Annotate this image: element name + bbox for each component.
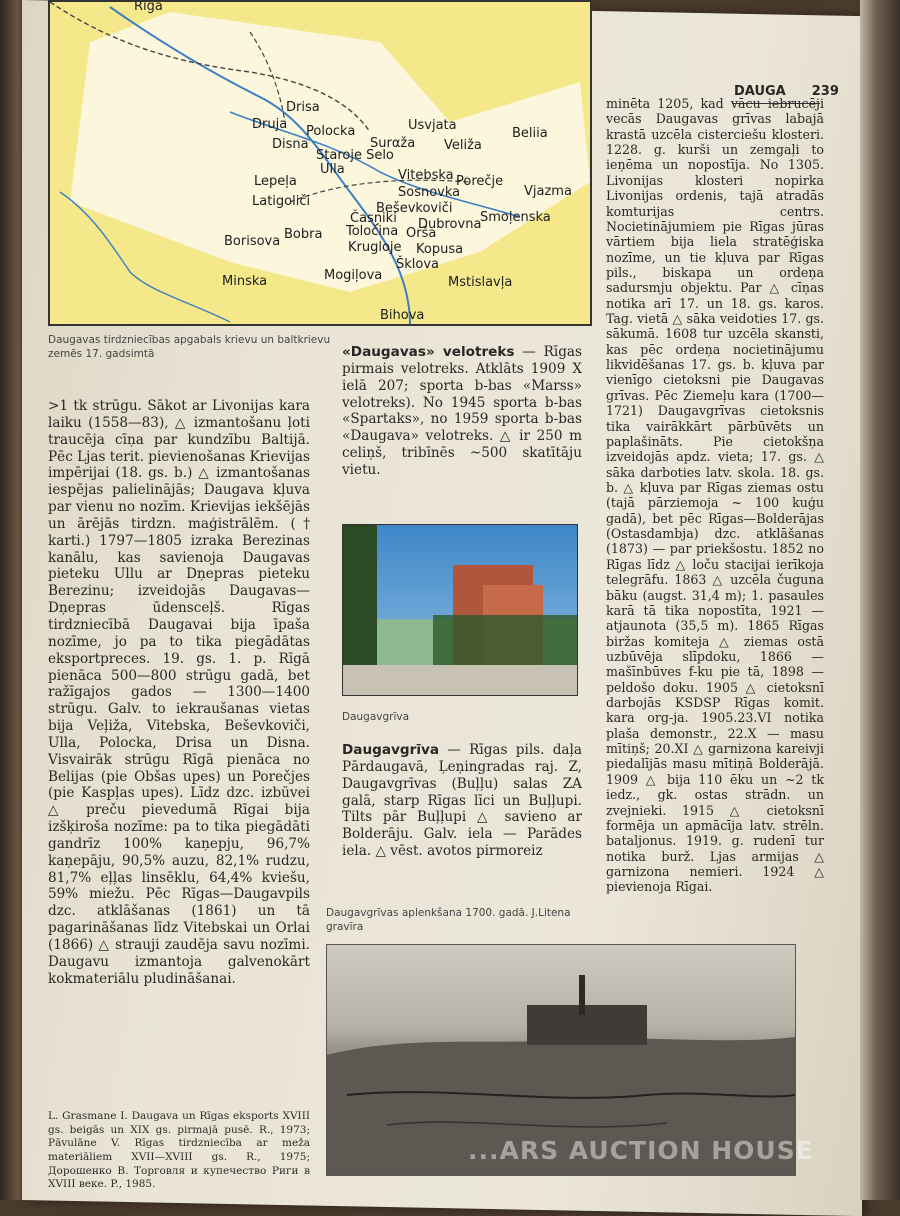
page-stack-edge [860, 0, 900, 1200]
velotreks-text: — Rīgas pirmais velotreks. Atklāts 1909 X ielā 207; sporta b-bas «Marss» velotreks). No 1945 sporta b-bas «Spartaks», no 1959 sporta b-bas «Daugava» velotreks. △ ir 250 m celiņš, tribīnēs ~500 skatītāju vietu. [342, 344, 582, 478]
map-place: Druja [252, 117, 288, 132]
map-place: Sosnovka [398, 185, 461, 200]
map-place: Beliia [512, 126, 548, 141]
map-place: Surαža [370, 136, 416, 151]
map-place: Mstislavļa [448, 275, 513, 290]
map-place: Toločina [346, 224, 399, 239]
map-place: Drisa [286, 100, 320, 115]
daugavgriva-text: — Rīgas pils. daļa Pārdaugavā, Ļeņingradas raj. Z, Daugavgrīvas (Buļļu) salas ZA galā, starp Rīgas līci un Buļļupi. Tilts pār Buļļupi △ savieno ar Bolderāju. Galv. iela — Parādes iela. △ vēst. avotos pirmoreiz [342, 742, 582, 860]
map-place: Staroje Selo [316, 148, 394, 163]
photo-graphics [343, 525, 577, 695]
velotreks-heading: «Daugavas» velotreks [342, 344, 515, 360]
left-column-text: >1 tk strūgu. Sākot ar Livonijas kara laiku (1558—83), △ izmantošanu ļoti traucēja cīņa par kundzību Baltijā. Pēc Ljas terit. pievienošanas Krievijas impērijai (18. gs. b.) △ izmantošanas iespējas palielinājās; Daugava kļuva par vienu no nozīm. Krievijas iekšējās un ārējās tirdzn. maģistrālēm. († karti.) 1797—1805 izraka Berezinas kanālu, kas savienoja Daugavas pieteku Ullu ar Dņepras pieteku Berezinu; izveidojās Daugavas—Dņepras ūdensceļš. Rīgas tirdzniecībā Daugavai bija īpaša nozīme, jo pa to tika piegādātas eksportpreces. 19. gs. 1. p. Rīgā pienāca 500—800 strūgu gadā, bet ražīgajos gados — 1300—1400 strūgu. Galv. to iekraušanas vietas bija Veļiža, Vitebska, Beševkoviči, Ulla, Polocka, Drisa un Disna. Visvairāk strūgu Rīgā pienāca no Belijas (pie Obšas upes) un Porečjes (pie Kaspļas upes). Līdz dzc. izbūvei △ preču pievedumā Rīgai bija izšķiroša nozīme: pa to tika piegādāti gandrīz 100% kaņepju, 96,7% kaņepāju, 90,5% auzu, 82,1% rudzu, 81,7% eļļas linsēklu, 64,4% kviešu, 59% miežu. Pēc Rīgas—Daugavpils dzc. atklāšanas (1861) un tā pagarināšanas līdz Vitebskai un Orlai (1866) △ strauji zaudēja savu nozīmi. Daugavu izmantoja galvenokārt kokmateriālu pludināšanai. [48, 398, 310, 987]
map-place: Lepeļa [254, 174, 297, 189]
map-place: Vitebska [398, 168, 454, 183]
map-place: Borisova [224, 234, 281, 249]
map-place: Dubrovna [418, 217, 482, 232]
references: L. Grasmane I. Daugava un Rīgas eksports XVIII gs. beigās un XIX gs. pirmajā pusē. R., 1973; Pāvulāne V. Rīgas tirdzniecība ar meža materiāliem XVII—XVIII gs. R., 1975; Дорошенко В. Торговля и купечество Риги в XVIII веке. P., 1985. [48, 1110, 310, 1191]
daugavgriva-heading: Daugavgrīva [342, 742, 440, 758]
map-place: Šklova [396, 257, 440, 272]
map-place: Minska [222, 274, 268, 289]
map-place: Časņiki [350, 211, 397, 226]
map-place: Bobra [284, 227, 323, 242]
daugavgriva-photo [342, 524, 578, 696]
map-place: Orša [406, 226, 437, 241]
map-place: Smoļenska [480, 210, 551, 225]
running-head-word: DAUGA [734, 84, 786, 99]
trade-area-map [48, 0, 592, 326]
map-place: Rīga [134, 0, 163, 14]
watermark: ...ARS AUCTION HOUSE [468, 1136, 814, 1165]
map-place: Mogiļova [324, 268, 383, 283]
map-place: Usvjata [408, 118, 457, 133]
right-column-text: minēta 1205, kad vācu iebrucēji vecās Daugavas grīvas labajā krastā uzcēla cisterciešu klosteri. 1228. g. kurši un zemgaļi to ieņēma un nopostīja. No 1305. Livonijas klosteri nopirka Livonijas ordenis, tajā atradās komturijas centrs. Nocietinājumiem pie Rīgas jūras vārtiem bija liela stratēģiska nozīme, un tie kļuva par Rīgas pils., biskapa un ordeņa sadursmju objektu. Par △ cīņas notika arī 17. un 18. gs. karos. Tag. vietā △ sāka veidoties 17. gs. sākumā. 1608 tur uzcēla skansti, kas pēc ordeņa nocietinājumu likvidēšanas 17. gs. b. kļuva par vienīgo cietoksni pie Daugavas grīvas. Pēc Ziemeļu kara (1700—1721) Daugavgrīvas cietoksnis tika vairākkārt pārbūvēts un paplašināts. Pie cietokšņa izveidojās apdz. vieta; 17. gs. △ sāka darboties latv. skola. 18. gs. b. △ kļuva par Rīgas ziemas ostu (tajā pārziemoja ~ 100 kuģu gadā), bet pēc Rīgas—Bolderājas (Ostasdambja) dzc. atklāšanas (1873) — par priekšostu. 1852 no Rīgas līdz △ loču stacijai ierīkoja telegrāfu. 1863 △ uzcēla čuguna bāku (augst. 31,4 m); 1. pasaules karā tā tika nopostīta, 1921 — atjaunota (35,5 m). 1865 Rīgas biržas komiteja △ ziemas ostā uzbūvēja slīpdoku, 1866 — mašīnbūves f-ku pie tā, 1898 — peldošo doku. 1905 △ cietoksnī darbojās KSDSP Rīgas komit. kara org-ja. 1905.23.VI notika plaša demonstr., 22.X — masu mītiņš; 20.XI △ garnizona kareivji piedalījās masu mītiņā Bolderājā. 1909 △ bija 110 ēku un ~2 tk iedz., gk. ostas strādn. un zvejnieki. 1915 △ cietoksnī formēja un apmācīja latv. strēln. bataljonus. 1919. g. rudenī tur notika burž. Ljas armijas △ garnizona nemieri. 1924 △ pievienoja Rīgai. [606, 96, 824, 895]
velotreks-article [342, 344, 582, 479]
map-caption: Daugavas tirdzniecības apgabals krievu un baltkrievu zemēs 17. gadsimtā [48, 334, 331, 361]
map-place: Kopusa [416, 242, 464, 257]
page-number: 239 [811, 84, 839, 99]
map-place: Disna [272, 137, 309, 152]
map-place: Vjazma [524, 184, 572, 199]
engraving-caption: Daugavgrīvas aplenkšana 1700. gadā. J.Litena gravīra [326, 907, 571, 934]
map-place: Beševkoviči [376, 201, 453, 216]
map-place: Veliža [444, 138, 482, 153]
map-place: Latigoliči [252, 194, 311, 209]
photo-caption: Daugavgrīva [342, 711, 410, 723]
map-place: Polocka [306, 124, 356, 139]
map-place: Krugloje [348, 240, 402, 255]
map-place: Ulla [320, 162, 345, 177]
map-place: Porečje [456, 174, 504, 189]
daugavgriva-article [342, 742, 582, 860]
map-place: Bihova [380, 308, 425, 323]
